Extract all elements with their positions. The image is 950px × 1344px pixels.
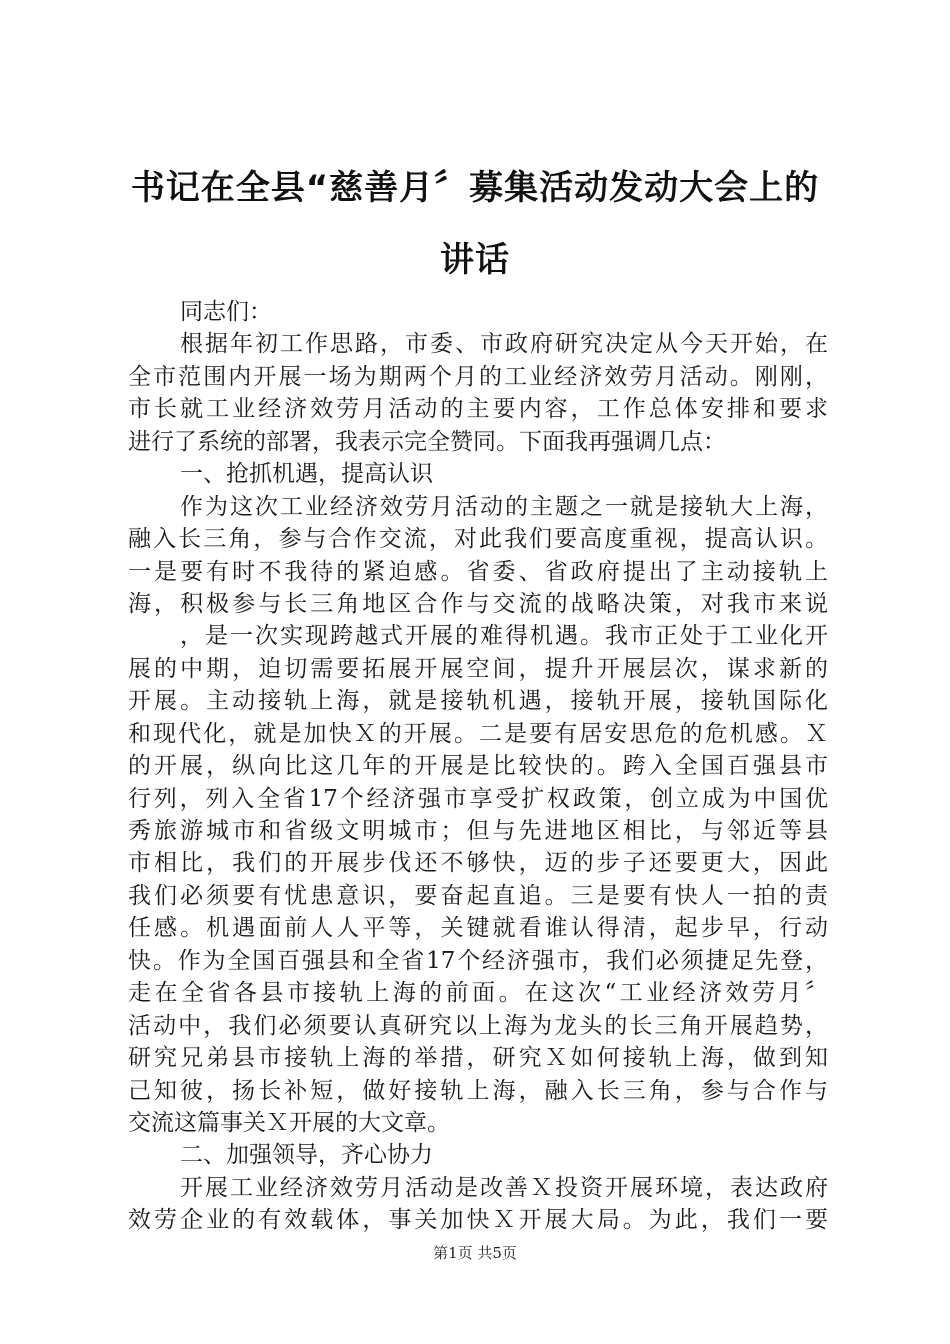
text-line: 行列，列入全省17个经济强市享受扩权政策，创立成为中国优 bbox=[128, 785, 828, 812]
text-line: 展的中期，迫切需要拓展开展空间，提升开展层次，谋求新的 bbox=[128, 655, 828, 682]
text-line: 己知彼，扬长补短，做好接轨上海，融入长三角，参与合作与 bbox=[128, 1077, 828, 1104]
text-line: 走在全省各县市接轨上海的前面。在这次“工业经济效劳月〞 bbox=[128, 980, 828, 1007]
text-line: 市相比，我们的开展步伐还不够快，迈的步子还要更大，因此 bbox=[128, 850, 828, 877]
title-line: 讲话 bbox=[440, 240, 510, 280]
text-line: 快。作为全国百强县和全省17个经济强市，我们必须捷足先登， bbox=[128, 947, 828, 974]
text-line: 秀旅游城市和省级文明城市；但与先进地区相比，与邻近等县 bbox=[128, 818, 828, 844]
text-line: 开展工业经济效劳月活动是改善Ｘ投资开展环境，表达政府 bbox=[180, 1174, 828, 1201]
text-line: 融入长三角，参与合作交流，对此我们要高度重视，提高认识。 bbox=[128, 526, 828, 553]
text-line: 交流这篇事关Ｘ开展的大文章。 bbox=[128, 1109, 450, 1136]
text-line: 开展。主动接轨上海，就是接轨机遇，接轨开展，接轨国际化 bbox=[128, 688, 828, 715]
text-line: 海，积极参与长三角地区合作与交流的战略决策，对我市来说 bbox=[128, 590, 828, 617]
text-line: 和现代化，就是加快Ｘ的开展。二是要有居安思危的危机感。Ｘ bbox=[128, 720, 828, 747]
text-line: 全市范围内开展一场为期两个月的工业经济效劳月活动。刚刚， bbox=[128, 363, 828, 390]
text-line: 我们必须要有忧患意识，要奋起直追。三是要有快人一拍的责 bbox=[128, 882, 828, 909]
text-line: 一是要有时不我待的紧迫感。省委、省政府提出了主动接轨上 bbox=[128, 558, 828, 585]
text-line: ，是一次实现跨越式开展的难得机遇。我市正处于工业化开 bbox=[180, 623, 828, 650]
text-line: 市长就工业经济效劳月活动的主要内容，工作总体安排和要求 bbox=[128, 396, 828, 423]
text-line: 同志们： bbox=[180, 299, 272, 325]
text-line: 的开展，纵向比这几年的开展是比较快的。跨入全国百强县市 bbox=[128, 753, 828, 780]
document-body bbox=[128, 296, 828, 1237]
text-line: 研究兄弟县市接轨上海的举措，研究Ｘ如何接轨上海，做到知 bbox=[128, 1045, 828, 1072]
text-line: 作为这次工业经济效劳月活动的主题之一就是接轨大上海， bbox=[180, 493, 828, 520]
text-line: 根据年初工作思路，市委、市政府研究决定从今天开始，在 bbox=[180, 331, 828, 358]
page-footer: 第1页 共5页 bbox=[433, 1244, 517, 1262]
text-line: 一、抢抓机遇，提高认识 bbox=[180, 461, 433, 488]
document-title bbox=[110, 152, 840, 296]
text-line: 任感。机遇面前人人平等，关键就看谁认得清，起步早，行动 bbox=[128, 915, 828, 942]
title-line: 书记在全县“慈善月〞募集活动发动大会上的 bbox=[130, 168, 820, 208]
text-line: 进行了系统的部署，我表示完全赞同。下面我再强调几点： bbox=[128, 428, 726, 455]
text-line: 效劳企业的有效载体，事关加快Ｘ开展大局。为此，我们一要 bbox=[128, 1207, 828, 1234]
text-line: 活动中，我们必须要认真研究以上海为龙头的长三角开展趋势， bbox=[128, 1012, 828, 1039]
text-line: 二、加强领导，齐心协力 bbox=[180, 1142, 433, 1169]
